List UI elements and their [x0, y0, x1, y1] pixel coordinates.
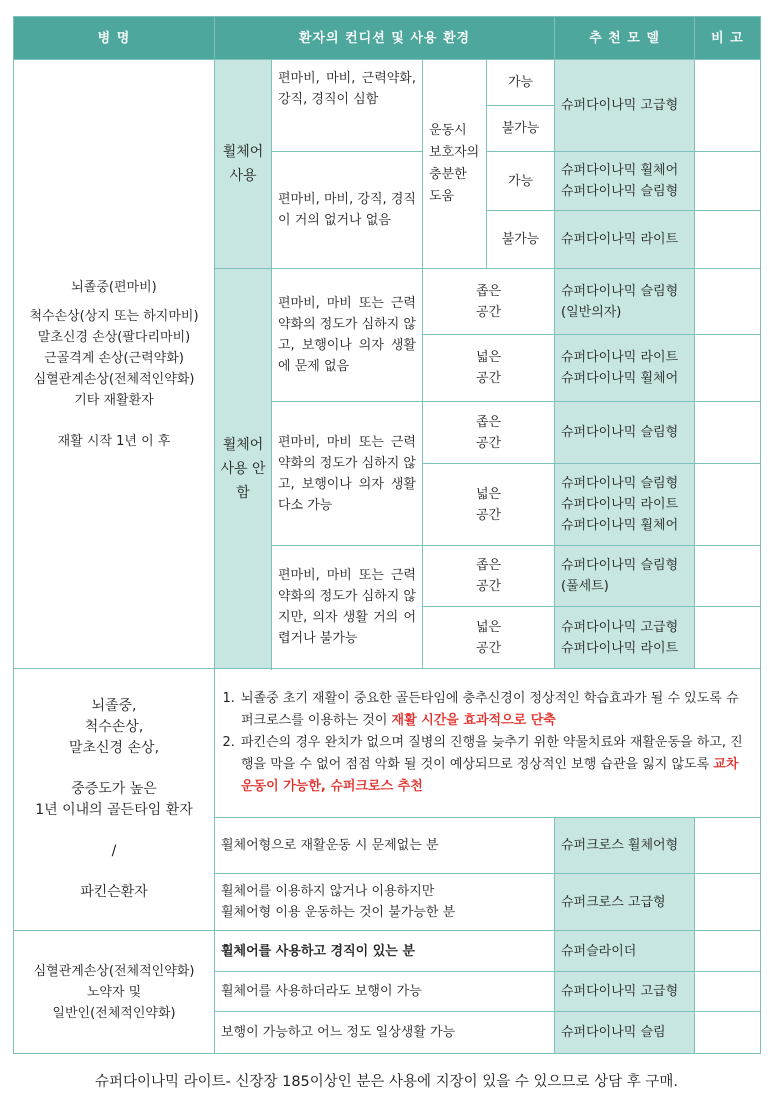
- model-line: 슈퍼다이나믹 라이트: [561, 497, 679, 512]
- model-line: 슈퍼다이나믹 슬림형: [561, 476, 679, 491]
- note-cell: [695, 607, 761, 669]
- footer-note: 슈퍼다이나믹 라이트- 신장장 185이상인 분은 사용에 지장이 있을 수 있으므로 상담 후 구매.: [94, 1074, 679, 1090]
- space-narrow-1: [423, 269, 555, 335]
- s1-disease-line: 뇌졸중(편마비): [71, 279, 157, 295]
- model-line: 슈퍼다이나믹 휠체어: [561, 163, 679, 178]
- s3-condition-1: 휠체어를 사용하고 경직이 있는 분: [215, 931, 555, 972]
- note-cell: [695, 269, 761, 335]
- wc-model-3: 슈퍼다이나믹 라이트: [555, 211, 695, 269]
- s1-disease-line: 근골격계 손상(근력약화): [44, 350, 184, 366]
- space-wide-2: [423, 464, 555, 546]
- s1-disease-line: 심혈관계손상(전체적인약화): [33, 371, 195, 387]
- s2-condition-2: [215, 874, 555, 931]
- guardian-help: 운동시 보호자의 충분한 도움: [423, 60, 487, 269]
- note-highlight-1: 재활 시간을 효과적으로 단축: [391, 713, 556, 728]
- note-cell: [695, 402, 761, 464]
- space-size: 넓은: [475, 619, 502, 635]
- space-size: 좁은: [475, 283, 502, 299]
- space-word: 공간: [475, 304, 502, 320]
- nowc-model-2: [555, 335, 695, 402]
- s2-model-1: 슈퍼크로스 휠체어형: [555, 818, 695, 874]
- s1-disease-line: 재활 시작 1년 이 후: [57, 433, 171, 449]
- model-line: 슈퍼다이나믹 라이트: [561, 640, 679, 656]
- model-note: (일반의자): [561, 304, 622, 320]
- nowc-condition-1: 편마비, 마비 또는 근력약화의 정도가 심하지 않고, 보행이나 의자 생활에 문제 없음: [272, 269, 423, 402]
- model-line: 슈퍼다이나믹 슬림형: [561, 558, 679, 573]
- s2-disease-line: 중증도가 높은: [71, 781, 157, 797]
- s3-disease-cell: [14, 931, 215, 1054]
- s3-condition-2: 휠체어를 사용하더라도 보행이 가능: [215, 972, 555, 1012]
- note-cell: [695, 874, 761, 931]
- header-disease: 병 명: [14, 17, 215, 60]
- nowc-model-6: [555, 607, 695, 669]
- s2-disease-cell: [14, 669, 215, 931]
- space-word: 공간: [475, 640, 502, 656]
- s3-row-1: [14, 931, 761, 972]
- s3-condition-3: 보행이 가능하고 어느 정도 일상생활 가능: [215, 1012, 555, 1054]
- wc-possible-1: 가능: [487, 60, 555, 106]
- note-cell: [695, 972, 761, 1012]
- s2-disease-line: 뇌졸중,: [91, 698, 137, 714]
- space-narrow-2: [423, 402, 555, 464]
- space-size: 넓은: [475, 350, 502, 365]
- note-item-1: 1. 뇌졸중 초기 재활이 중요한 골든타임에 충추신경이 정상적인 학습효과가 될 수 있도록 슈퍼크로스를 이용하는 것이 재활 시간을 효과적으로 단축: [239, 688, 750, 732]
- s1-disease-line: 말초신경 손상(팔다리마비): [37, 329, 191, 345]
- nowc-model-1: [555, 269, 695, 335]
- s2-disease-line: 척수손상,: [84, 719, 144, 735]
- wc-condition-2: 편마비, 마비, 강직, 경직이 거의 없거나 없음: [272, 152, 423, 269]
- wc-model-2: [555, 152, 695, 211]
- notes-list: [215, 678, 760, 808]
- wc-model-1: 슈퍼다이나믹 고급형: [555, 60, 695, 152]
- s2-slash: /: [111, 843, 117, 859]
- s2-parkinson: 파킨슨환자: [80, 884, 148, 900]
- header-row: [14, 17, 761, 60]
- s3-disease-line: 노약자 및: [86, 984, 142, 1000]
- space-size: 넓은: [475, 486, 502, 502]
- space-wide-1: [423, 335, 555, 402]
- s1-disease-line: 기타 재활환자: [74, 392, 154, 408]
- wheelchair-use-label: 휠체어 사용: [215, 60, 272, 269]
- wc-condition-1: 편마비, 마비, 근력약화, 강직, 경직이 심함: [272, 60, 423, 152]
- s3-model-1: 슈퍼슬라이더: [555, 931, 695, 972]
- note-cell: [695, 152, 761, 211]
- space-word: 공간: [475, 371, 502, 386]
- nowc-model-5: [555, 546, 695, 607]
- s2-condition-1: 휠체어형으로 재활운동 시 문제없는 분: [215, 818, 555, 874]
- s1-disease-line: 척수손상(상지 또는 하지마비): [29, 308, 199, 324]
- s2-disease-line: 말초신경 손상,: [68, 740, 160, 756]
- space-narrow-3: [423, 546, 555, 607]
- note-cell: [695, 931, 761, 972]
- s3-disease-line: 심혈관계손상(전체적인약화): [33, 963, 195, 979]
- s1-disease-cell: [14, 60, 215, 669]
- s3-disease-line: 일반인(전체적인약화): [52, 1005, 176, 1021]
- s3-model-2: 슈퍼다이나믹 고급형: [555, 972, 695, 1012]
- wc-impossible-2: 불가능: [487, 211, 555, 269]
- header-model: 추 천 모 델: [555, 17, 695, 60]
- space-word: 공간: [475, 435, 502, 451]
- space-word: 공간: [475, 507, 502, 523]
- s1-row-1: [14, 60, 761, 106]
- wc-possible-2: 가능: [487, 152, 555, 211]
- note-cell: [695, 546, 761, 607]
- space-size: 좁은: [475, 414, 502, 430]
- wc-impossible-1: 불가능: [487, 106, 555, 152]
- header-condition: 환자의 컨디션 및 사용 환경: [215, 17, 555, 60]
- space-word: 공간: [475, 579, 502, 594]
- s3-model-3: 슈퍼다이나믹 슬림: [555, 1012, 695, 1054]
- recommendation-table: [13, 16, 761, 1054]
- space-size: 좁은: [475, 558, 502, 573]
- note-highlight-2: 교차운동이 가능한, 슈퍼크로스 추천: [241, 757, 739, 794]
- note-cell: [695, 464, 761, 546]
- condition-line: 휠체어를 이용하지 않거나 이용하지만: [221, 884, 435, 899]
- nowc-condition-3: 편마비, 마비 또는 근력약화의 정도가 심하지 않지만, 의자 생활 거의 어렵거나 불가능: [272, 546, 423, 669]
- nowc-model-3: 슈퍼다이나믹 슬림형: [555, 402, 695, 464]
- model-line: 슈퍼다이나믹 휠체어: [561, 371, 679, 386]
- wheelchair-nouse-label: 휠체어 사용 안 함: [215, 269, 272, 669]
- model-line: 슈퍼다이나믹 라이트: [561, 350, 679, 365]
- space-wide-3: [423, 607, 555, 669]
- model-line: 슈퍼다이나믹 슬림형: [561, 283, 679, 299]
- note-cell: [695, 335, 761, 402]
- nowc-condition-2: 편마비, 마비 또는 근력약화의 정도가 심하지 않고, 보행이나 의자 생활 다소 가능: [272, 402, 423, 546]
- model-line: 슈퍼다이나믹 슬림형: [561, 184, 679, 199]
- note-cell: [695, 211, 761, 269]
- note-cell: [695, 818, 761, 874]
- s2-notes-cell: [215, 669, 761, 818]
- header-note: 비 고: [695, 17, 761, 60]
- nowc-model-4: [555, 464, 695, 546]
- note-item-2: 2. 파킨슨의 경우 완치가 없으며 질병의 진행을 늦추기 위한 약물치료와 재활운동을 하고, 진행을 막을 수 없어 점점 악화 될 것이 예상되므로 정상적인 보행 습관을 잃지 않도록 교차운동이 가능한, 슈퍼크로스 추천: [239, 732, 750, 798]
- condition-line: 휠체어형 이용 운동하는 것이 불가능한 분: [221, 905, 456, 920]
- model-note: (풀세트): [561, 579, 609, 594]
- model-line: 슈퍼다이나믹 휠체어: [561, 518, 679, 533]
- s2-notes-row: [14, 669, 761, 818]
- s2-disease-line: 1년 이내의 골든타임 환자: [35, 802, 193, 818]
- s2-model-2: 슈퍼크로스 고급형: [555, 874, 695, 931]
- model-line: 슈퍼다이나믹 고급형: [561, 619, 679, 635]
- note-cell: [695, 60, 761, 152]
- note-cell: [695, 1012, 761, 1054]
